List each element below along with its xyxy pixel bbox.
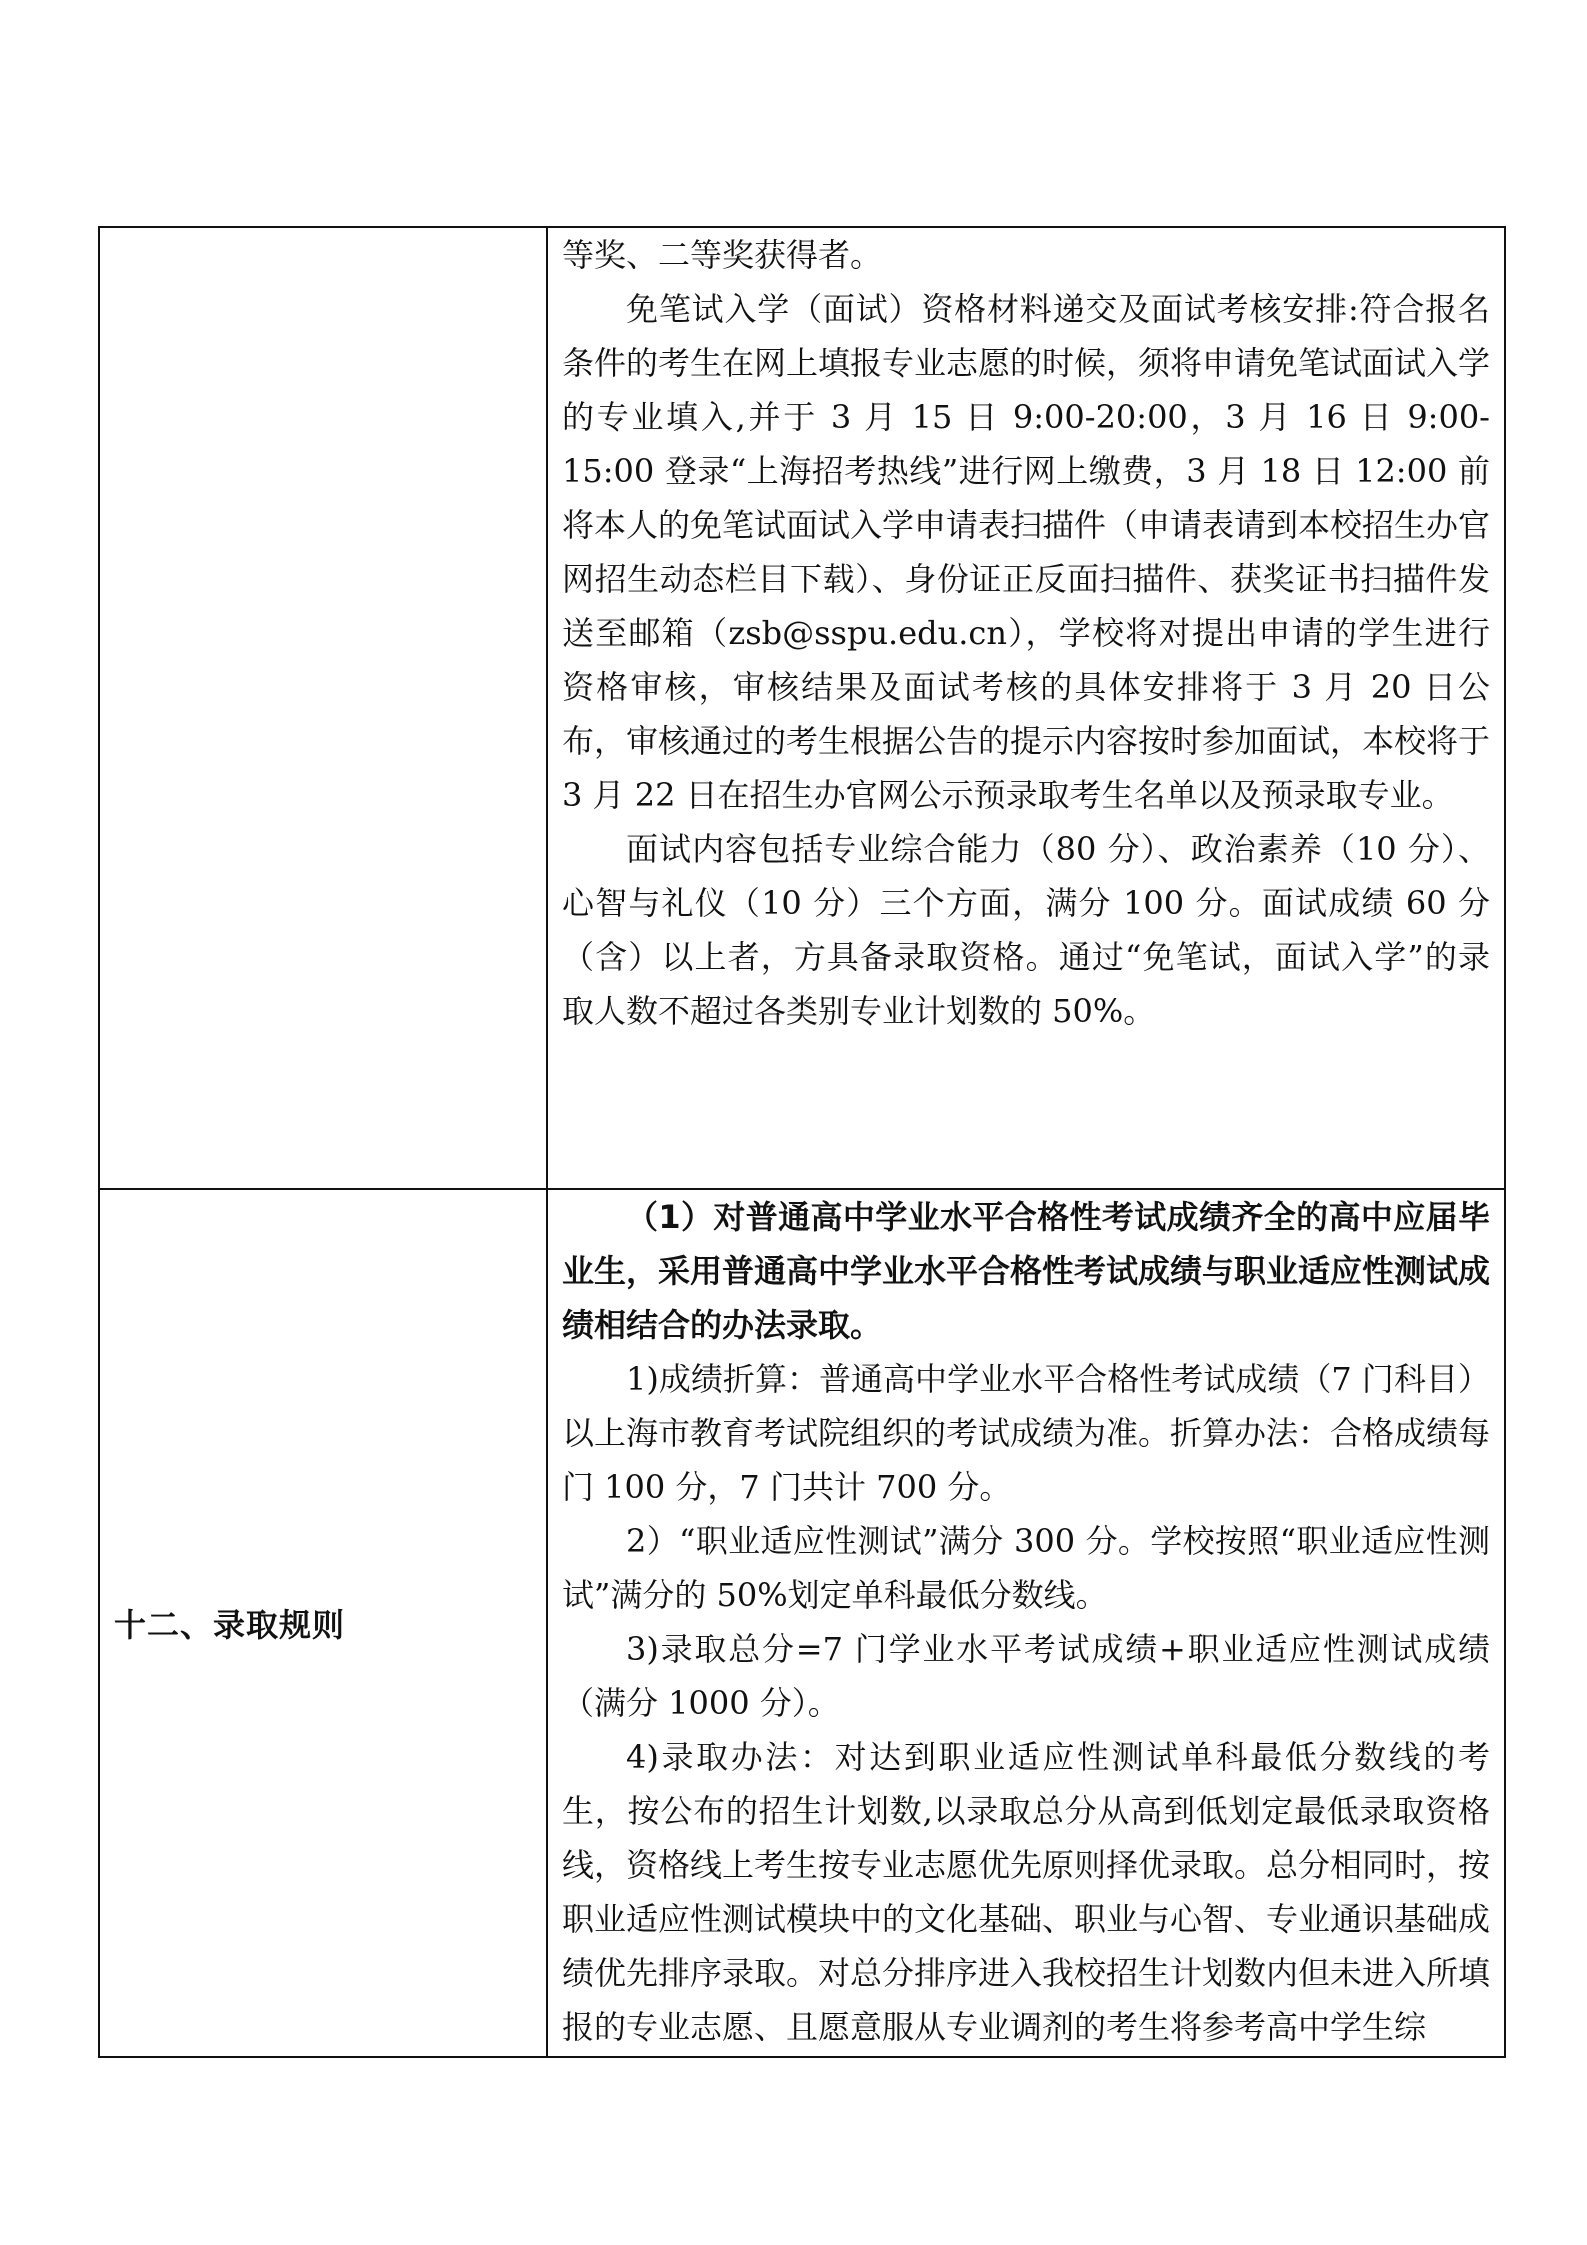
paragraph: 2）“职业适应性测试”满分 300 分。学校按照“职业适应性测试”满分的 50%划定单科最低分数线。 xyxy=(562,1522,1490,1614)
paragraph: 4)录取办法：对达到职业适应性测试单科最低分数线的考生，按公布的招生计划数,以录取总分从高到低划定最低录取资格线，资格线上考生按专业志愿优先原则择优录取。总分相同时，按职业适应性测试模块中的文化基础、职业与心智、专业通识基础成绩优先排序录取。对总分排序进入我校招生计划数内但未进入所填报的专业志愿、且愿意服从专业调剂的考生将参考高中学生综 xyxy=(562,1738,1491,2046)
paragraph: 免笔试入学（面试）资格材料递交及面试考核安排:符合报名条件的考生在网上填报专业志愿的时候，须将申请免笔试面试入学的专业填入,并于 3 月 15 日 9:00-20:00，3 月 16 日 9:00-15:00 登录“上海招考热线”进行网上缴费，3 月 18 日 12:00 前将本人的免笔试面试入学申请表扫描件（申请表请到本校招生办官网招生动态栏目下载）、身份证正反面扫描件、获奖证书扫描件发送至邮箱（zsb@sspu.edu.cn），学校将对提出申请的学生进行资格审核，审核结果及面试考核的具体安排将于 3 月 20 日公布，审核通过的考生根据公告的提示内容按时参加面试，本校将于 3 月 22 日在招生办官网公示预录取考生名单以及预录取专业。 xyxy=(562,290,1491,814)
row-label: 十二、录取规则 xyxy=(114,1606,346,1644)
paragraph: 1)成绩折算：普通高中学业水平合格性考试成绩（7 门科目）以上海市教育考试院组织的考试成绩为准。折算办法：合格成绩每门 100 分，7 门共计 700 分。 xyxy=(562,1360,1491,1506)
row-label-cell xyxy=(99,1189,547,2057)
row-content-cell xyxy=(547,1189,1505,2057)
table-row xyxy=(99,1189,1505,2057)
paragraph-heading: （1）对普通高中学业水平合格性考试成绩齐全的高中应届毕业生，采用普通高中学业水平合格性考试成绩与职业适应性测试成绩相结合的办法录取。 xyxy=(562,1198,1491,1344)
paragraph: 面试内容包括专业综合能力（80 分）、政治素养（10 分）、心智与礼仪（10 分）三个方面，满分 100 分。面试成绩 60 分（含）以上者，方具备录取资格。通过“免笔试，面试入学”的录取人数不超过各类别专业计划数的 50%。 xyxy=(562,830,1490,1030)
document-table xyxy=(98,226,1506,2058)
row-label-cell xyxy=(99,227,547,1189)
paragraph: 3)录取总分=7 门学业水平考试成绩+职业适应性测试成绩（满分 1000 分）。 xyxy=(562,1630,1490,1722)
row-content-cell xyxy=(547,227,1505,1189)
paragraph: 等奖、二等奖获得者。 xyxy=(562,236,883,274)
table-row xyxy=(99,227,1505,1189)
